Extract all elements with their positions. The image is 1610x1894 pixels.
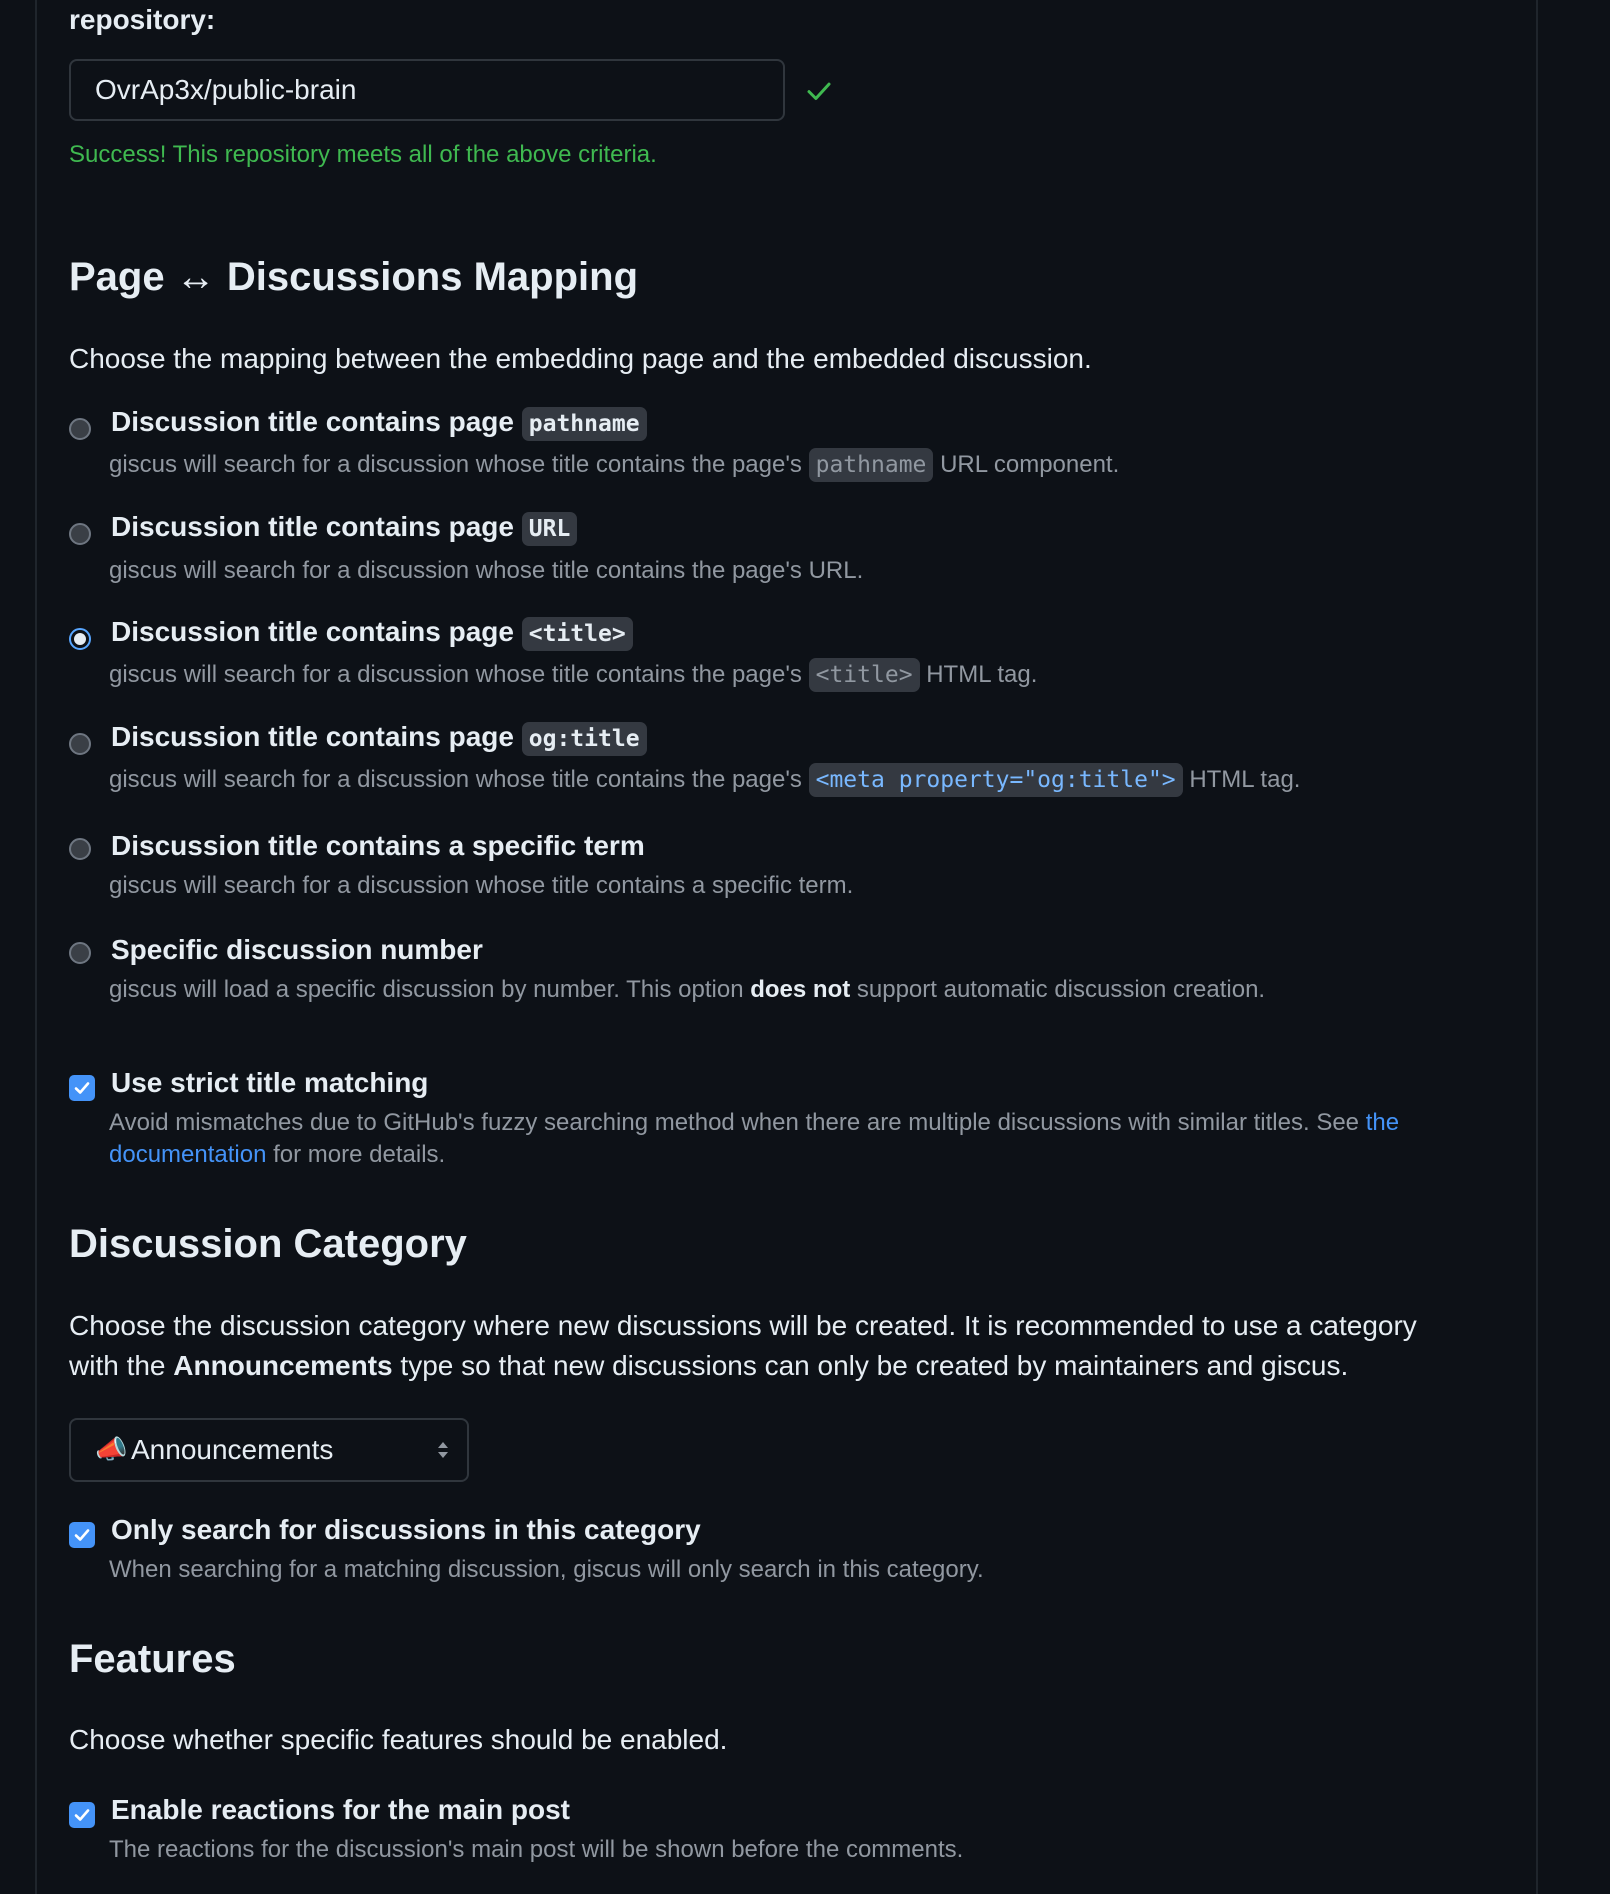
checkmark-icon [72,1805,92,1825]
mapping-description: Choose the mapping between the embedding page and the embedded discussion. [69,343,1092,374]
option-title-text: Discussion title contains page [111,616,514,647]
option-title [111,830,645,862]
repository-label: repository: [69,4,216,35]
option-title-text: Specific discussion number [111,934,483,965]
features-heading: Features [69,1637,236,1681]
option-code-chip: og:title [522,722,647,756]
option-title-text: Discussion title contains page [111,511,514,542]
reactions-title: Enable reactions for the main post [111,1794,570,1825]
check-icon [804,76,834,106]
option-desc-text: giscus will search for a discussion whose title contains a specific term. [109,872,854,899]
category-heading: Discussion Category [69,1222,467,1266]
strict-matching-title: Use strict title matching [111,1067,429,1098]
option-desc-text: giscus will search for a discussion whose title contains the page's [109,766,802,793]
option-title [111,406,647,441]
option-title-text: Discussion title contains page [111,406,514,437]
megaphone-icon: 📣 [95,1434,128,1464]
reactions-description: The reactions for the discussion's main post will be shown before the comments. [109,1836,964,1863]
option-desc-after: URL component. [940,451,1120,478]
option-desc-chip: pathname [809,448,934,482]
reactions-checkbox[interactable] [69,1802,95,1828]
checkmark-icon [72,1078,92,1098]
option-desc-text: giscus will search for a discussion whose title contains the page's [109,451,802,478]
radio-pathname[interactable] [69,418,91,440]
radio-og-title[interactable] [69,733,91,755]
radio-url[interactable] [69,523,91,545]
option-desc-text: giscus will search for a discussion whose title contains the page's URL. [109,557,864,584]
strict-matching-description [109,1107,1529,1171]
option-description [109,658,1037,692]
option-code-chip: pathname [522,407,647,441]
radio-title[interactable] [69,628,91,650]
repository-success-message: Success! This repository meets all of the above criteria. [69,141,657,168]
category-desc-line1: Choose the discussion category where new discussions will be created. It is recommended to use a category [69,1310,1417,1341]
container-border-left [35,0,37,1894]
category-select[interactable] [69,1418,469,1482]
option-title [111,934,483,966]
option-title [111,616,633,651]
option-code-chip: URL [522,512,578,546]
category-description [69,1306,1509,1386]
only-search-title: Only search for discussions in this category [111,1514,701,1545]
documentation-link-part1[interactable]: the [1365,1109,1400,1136]
option-desc-chip: <meta property="og:title"> [809,763,1183,797]
strict-desc-text: Avoid mismatches due to GitHub's fuzzy searching method when there are multiple discussions with similar titles. See [109,1109,1360,1136]
category-select-value: Announcements [131,1434,334,1465]
option-description [109,870,853,902]
option-title-text: Discussion title contains page [111,721,514,752]
option-desc-after: support automatic discussion creation. [856,976,1266,1003]
documentation-link-part2[interactable]: documentation [109,1141,267,1168]
option-description [109,448,1119,482]
option-desc-chip: <title> [809,658,920,692]
select-arrows-icon [435,1438,451,1462]
checkmark-icon [72,1525,92,1545]
radio-specific-term[interactable] [69,838,91,860]
only-search-checkbox[interactable] [69,1522,95,1548]
container-border-right [1536,0,1538,1894]
option-desc-after: HTML tag. [926,661,1038,688]
only-search-description: When searching for a matching discussion, giscus will only search in this category. [109,1556,984,1583]
option-title [111,721,647,756]
option-title-text: Discussion title contains a specific term [111,830,645,861]
option-description [109,763,1300,797]
category-desc-line2-before: with the [69,1350,166,1381]
option-description [109,974,1265,1006]
category-desc-bold: Announcements [173,1350,393,1381]
features-description: Choose whether specific features should be enabled. [69,1724,728,1755]
strict-matching-checkbox[interactable] [69,1075,95,1101]
repository-input[interactable] [69,59,785,121]
category-desc-line2-after: type so that new discussions can only be created by maintainers and giscus. [400,1350,1349,1381]
option-desc-bold: does not [750,976,851,1003]
option-description [109,555,863,587]
radio-discussion-number[interactable] [69,942,91,964]
option-code-chip: <title> [522,617,633,651]
strict-desc-after: for more details. [273,1141,446,1168]
option-desc-text: giscus will load a specific discussion by number. This option [109,976,744,1003]
option-title [111,511,577,546]
option-desc-after: HTML tag. [1189,766,1301,793]
mapping-heading: Page ↔ Discussions Mapping [69,255,639,299]
option-desc-text: giscus will search for a discussion whose title contains the page's [109,661,802,688]
